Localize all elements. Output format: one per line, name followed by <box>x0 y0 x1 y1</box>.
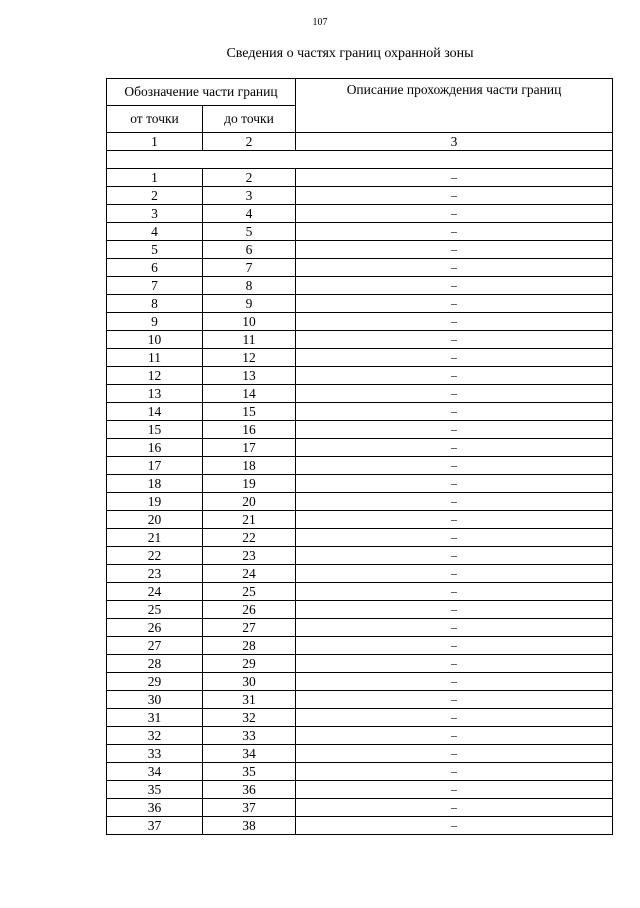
description-cell: – <box>296 781 613 799</box>
description-cell: – <box>296 205 613 223</box>
description-cell: – <box>296 313 613 331</box>
description-cell: – <box>296 763 613 781</box>
description-cell: – <box>296 727 613 745</box>
from-point-cell: 14 <box>107 403 203 421</box>
description-cell: – <box>296 259 613 277</box>
to-point-cell: 4 <box>203 205 296 223</box>
description-cell: – <box>296 799 613 817</box>
description-cell: – <box>296 349 613 367</box>
table-row <box>107 313 613 331</box>
description-cell: – <box>296 637 613 655</box>
description-cell: – <box>296 565 613 583</box>
description-cell: – <box>296 547 613 565</box>
description-cell: – <box>296 169 613 187</box>
to-point-cell: 6 <box>203 241 296 259</box>
table-row <box>107 583 613 601</box>
from-point-cell: 33 <box>107 745 203 763</box>
from-point-cell: 18 <box>107 475 203 493</box>
description-cell: – <box>296 241 613 259</box>
section-label-row <box>107 151 613 169</box>
column-index-2: 2 <box>203 133 296 151</box>
from-point-cell: 3 <box>107 205 203 223</box>
from-point-cell: 21 <box>107 529 203 547</box>
from-point-cell: 8 <box>107 295 203 313</box>
table-row <box>107 349 613 367</box>
description-cell: – <box>296 457 613 475</box>
from-point-cell: 32 <box>107 727 203 745</box>
table-row <box>107 745 613 763</box>
table-row <box>107 475 613 493</box>
from-point-cell: 29 <box>107 673 203 691</box>
table-row <box>107 781 613 799</box>
table-row <box>107 727 613 745</box>
to-point-cell: 15 <box>203 403 296 421</box>
table-row <box>107 799 613 817</box>
to-point-cell: 37 <box>203 799 296 817</box>
to-point-cell: 16 <box>203 421 296 439</box>
table-row <box>107 493 613 511</box>
description-cell: – <box>296 367 613 385</box>
to-point-cell: 13 <box>203 367 296 385</box>
from-point-cell: 27 <box>107 637 203 655</box>
to-point-cell: 17 <box>203 439 296 457</box>
table-row <box>107 295 613 313</box>
table-row <box>107 619 613 637</box>
table-row <box>107 223 613 241</box>
from-point-cell: 19 <box>107 493 203 511</box>
to-point-cell: 29 <box>203 655 296 673</box>
description-cell: – <box>296 745 613 763</box>
from-point-cell: 13 <box>107 385 203 403</box>
description-cell: – <box>296 403 613 421</box>
from-point-cell: 23 <box>107 565 203 583</box>
to-point-cell: 14 <box>203 385 296 403</box>
to-point-cell: 8 <box>203 277 296 295</box>
from-point-cell: 12 <box>107 367 203 385</box>
from-point-cell: 36 <box>107 799 203 817</box>
to-point-cell: 38 <box>203 817 296 835</box>
from-point-cell: 26 <box>107 619 203 637</box>
description-cell: – <box>296 619 613 637</box>
to-point-cell: 22 <box>203 529 296 547</box>
to-point-cell: 10 <box>203 313 296 331</box>
from-point-cell: 11 <box>107 349 203 367</box>
to-point-cell: 32 <box>203 709 296 727</box>
header-boundary-description: Описание прохождения части границ <box>296 79 613 133</box>
from-point-cell: 4 <box>107 223 203 241</box>
table-body <box>107 169 613 835</box>
to-point-cell: 27 <box>203 619 296 637</box>
from-point-cell: 7 <box>107 277 203 295</box>
table-row <box>107 709 613 727</box>
table-row <box>107 205 613 223</box>
description-cell: – <box>296 817 613 835</box>
to-point-cell: 2 <box>203 169 296 187</box>
description-cell: – <box>296 223 613 241</box>
to-point-cell: 25 <box>203 583 296 601</box>
from-point-cell: 16 <box>107 439 203 457</box>
to-point-cell: 35 <box>203 763 296 781</box>
description-cell: – <box>296 655 613 673</box>
description-cell: – <box>296 439 613 457</box>
table-row <box>107 529 613 547</box>
from-point-cell: 2 <box>107 187 203 205</box>
to-point-cell: 3 <box>203 187 296 205</box>
description-cell: – <box>296 421 613 439</box>
description-cell: – <box>296 709 613 727</box>
from-point-cell: 25 <box>107 601 203 619</box>
from-point-cell: 9 <box>107 313 203 331</box>
to-point-cell: 9 <box>203 295 296 313</box>
description-cell: – <box>296 601 613 619</box>
table-row <box>107 259 613 277</box>
from-point-cell: 5 <box>107 241 203 259</box>
table-row <box>107 655 613 673</box>
table-row <box>107 547 613 565</box>
from-point-cell: 10 <box>107 331 203 349</box>
to-point-cell: 24 <box>203 565 296 583</box>
table-row <box>107 637 613 655</box>
column-index-3: 3 <box>296 133 613 151</box>
table-row <box>107 511 613 529</box>
to-point-cell: 31 <box>203 691 296 709</box>
to-point-cell: 34 <box>203 745 296 763</box>
from-point-cell: 30 <box>107 691 203 709</box>
from-point-cell: 15 <box>107 421 203 439</box>
from-point-cell: 28 <box>107 655 203 673</box>
to-point-cell: 18 <box>203 457 296 475</box>
to-point-cell: 26 <box>203 601 296 619</box>
from-point-cell: 31 <box>107 709 203 727</box>
description-cell: – <box>296 493 613 511</box>
table-row <box>107 403 613 421</box>
table-row <box>107 565 613 583</box>
description-cell: – <box>296 583 613 601</box>
to-point-cell: 30 <box>203 673 296 691</box>
table-row <box>107 421 613 439</box>
table-row <box>107 277 613 295</box>
table-row <box>107 241 613 259</box>
from-point-cell: 24 <box>107 583 203 601</box>
table-row <box>107 457 613 475</box>
table-row <box>107 367 613 385</box>
to-point-cell: 28 <box>203 637 296 655</box>
to-point-cell: 5 <box>203 223 296 241</box>
from-point-cell: 1 <box>107 169 203 187</box>
description-cell: – <box>296 475 613 493</box>
table-row <box>107 169 613 187</box>
to-point-cell: 7 <box>203 259 296 277</box>
table-row <box>107 439 613 457</box>
description-cell: – <box>296 511 613 529</box>
table-row <box>107 601 613 619</box>
table-row <box>107 331 613 349</box>
to-point-cell: 12 <box>203 349 296 367</box>
from-point-cell: 20 <box>107 511 203 529</box>
description-cell: – <box>296 691 613 709</box>
description-cell: – <box>296 295 613 313</box>
from-point-cell: 6 <box>107 259 203 277</box>
table-row <box>107 763 613 781</box>
header-boundary-designation: Обозначение части границ <box>107 79 296 106</box>
to-point-cell: 20 <box>203 493 296 511</box>
to-point-cell: 23 <box>203 547 296 565</box>
header-to-point: до точки <box>203 106 296 133</box>
document-title: Сведения о частях границ охранной зоны <box>226 46 474 61</box>
page-number: 107 <box>312 17 328 28</box>
description-cell: – <box>296 277 613 295</box>
from-point-cell: 17 <box>107 457 203 475</box>
to-point-cell: 21 <box>203 511 296 529</box>
to-point-cell: 36 <box>203 781 296 799</box>
to-point-cell: 33 <box>203 727 296 745</box>
table-row <box>107 817 613 835</box>
from-point-cell: 34 <box>107 763 203 781</box>
description-cell: – <box>296 529 613 547</box>
description-cell: – <box>296 385 613 403</box>
column-index-1: 1 <box>107 133 203 151</box>
to-point-cell: 11 <box>203 331 296 349</box>
to-point-cell: 19 <box>203 475 296 493</box>
from-point-cell: 35 <box>107 781 203 799</box>
table-row <box>107 385 613 403</box>
description-cell: – <box>296 331 613 349</box>
table-row <box>107 187 613 205</box>
from-point-cell: 37 <box>107 817 203 835</box>
boundary-parts-table <box>106 78 613 835</box>
table-row <box>107 673 613 691</box>
header-from-point: от точки <box>107 106 203 133</box>
description-cell: – <box>296 187 613 205</box>
description-cell: – <box>296 673 613 691</box>
from-point-cell: 22 <box>107 547 203 565</box>
table-row <box>107 691 613 709</box>
